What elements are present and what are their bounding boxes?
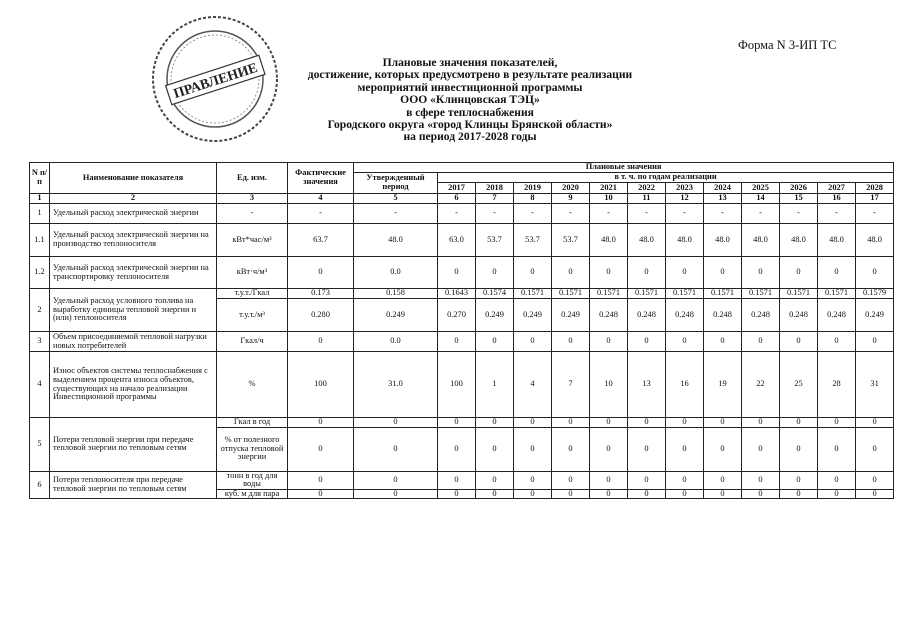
table-cell: 0.249 xyxy=(856,299,894,332)
table-cell: 0 xyxy=(780,257,818,289)
table-cell: 31.0 xyxy=(354,352,438,418)
table-cell: 0 xyxy=(590,418,628,428)
table-cell: 0 xyxy=(438,418,476,428)
table-cell: 0 xyxy=(742,257,780,289)
table-cell: 19 xyxy=(704,352,742,418)
column-index: 5 xyxy=(354,194,438,204)
table-cell: 0 xyxy=(666,257,704,289)
table-cell: 0 xyxy=(780,332,818,352)
title-line-2: достижение, которых предусмотрено в результате реализации xyxy=(307,68,633,82)
table-cell: 0 xyxy=(354,427,438,471)
document-title xyxy=(200,57,740,144)
table-cell: 0.1571 xyxy=(704,289,742,299)
header-year: 2017 xyxy=(438,183,476,194)
table-cell: 0 xyxy=(666,418,704,428)
table-cell: 0 xyxy=(742,471,780,489)
stamp-text: ПРАВЛЕНИЕ xyxy=(171,60,260,103)
table-cell: 0.249 xyxy=(552,299,590,332)
table-row xyxy=(30,204,894,224)
table-cell: 0.1571 xyxy=(818,289,856,299)
table-cell: 0 xyxy=(514,418,552,428)
header-year: 2024 xyxy=(704,183,742,194)
header-year: 2027 xyxy=(818,183,856,194)
header-year: 2025 xyxy=(742,183,780,194)
table-cell: 0 xyxy=(476,418,514,428)
table-cell: 0 xyxy=(514,257,552,289)
table-cell: 0 xyxy=(704,332,742,352)
table-cell: тонн в год для воды xyxy=(217,471,288,489)
table-cell: 0 xyxy=(476,427,514,471)
table-cell: - xyxy=(742,204,780,224)
table-row xyxy=(30,224,894,257)
column-index: 7 xyxy=(476,194,514,204)
table-cell: 0 xyxy=(628,418,666,428)
table-cell: - xyxy=(438,204,476,224)
column-index: 14 xyxy=(742,194,780,204)
header-name: Наименование показателя xyxy=(50,163,217,194)
table-cell: 0.0 xyxy=(354,332,438,352)
table-cell: 0 xyxy=(354,418,438,428)
column-index: 3 xyxy=(217,194,288,204)
table-cell: Потери теплоносителя при передаче тепловой энергии по тепловым сетям xyxy=(50,471,217,499)
table-cell: 0 xyxy=(704,471,742,489)
title-line-1: Плановые значения показателей, xyxy=(382,56,558,69)
table-cell: 16 xyxy=(666,352,704,418)
table-cell: 0.248 xyxy=(742,299,780,332)
table-cell: 0 xyxy=(288,332,354,352)
table-cell: кВт·ч/м³ xyxy=(217,257,288,289)
table-cell: 0.249 xyxy=(514,299,552,332)
table-cell: т.у.т./Гкал xyxy=(217,289,288,299)
table-cell: 48.0 xyxy=(590,224,628,257)
table-cell: 0 xyxy=(704,257,742,289)
table-cell: 48.0 xyxy=(628,224,666,257)
table-cell: 0 xyxy=(628,489,666,499)
table-cell: 6 xyxy=(30,471,50,499)
table-row xyxy=(30,289,894,299)
table-cell: 53.7 xyxy=(514,224,552,257)
table-cell: 22 xyxy=(742,352,780,418)
header-planned: Плановые значения xyxy=(354,163,894,173)
table-cell: 13 xyxy=(628,352,666,418)
table-cell: 100 xyxy=(288,352,354,418)
table-cell: 0 xyxy=(856,257,894,289)
table-cell: 0 xyxy=(590,332,628,352)
indicators-table xyxy=(29,162,894,499)
column-index: 10 xyxy=(590,194,628,204)
table-cell: 0 xyxy=(288,489,354,499)
header-year: 2019 xyxy=(514,183,552,194)
title-line-5: в сфере теплоснабжения xyxy=(406,105,534,119)
table-cell: Объем присоединяемой тепловой нагрузки новых потребителей xyxy=(50,332,217,352)
table-cell: 1.2 xyxy=(30,257,50,289)
table-cell: 0 xyxy=(514,427,552,471)
table-cell: 0 xyxy=(856,489,894,499)
table-row xyxy=(30,257,894,289)
table-cell: 0.1571 xyxy=(552,289,590,299)
table-cell: 0 xyxy=(666,332,704,352)
column-index: 13 xyxy=(704,194,742,204)
table-cell: 0.1579 xyxy=(856,289,894,299)
header-year: 2026 xyxy=(780,183,818,194)
table-cell: 25 xyxy=(780,352,818,418)
table-cell: - xyxy=(818,204,856,224)
table-cell: 0.1571 xyxy=(742,289,780,299)
table-cell: 4 xyxy=(30,352,50,418)
table-cell: Потери тепловой энергии при передаче тепловой энергии по тепловым сетям xyxy=(50,418,217,472)
table-cell: 0 xyxy=(704,418,742,428)
header-year: 2018 xyxy=(476,183,514,194)
header-num: N п/п xyxy=(30,163,50,194)
table-cell: Удельный расход условного топлива на выработку единицы тепловой энергии и (или) теплоносителя xyxy=(50,289,217,332)
table-cell: 0 xyxy=(666,427,704,471)
table-cell: - xyxy=(856,204,894,224)
table-cell: 0 xyxy=(856,332,894,352)
table-row xyxy=(30,352,894,418)
table-cell: 0 xyxy=(514,471,552,489)
table-cell: 63.7 xyxy=(288,224,354,257)
table-cell: - xyxy=(666,204,704,224)
table-cell: 0 xyxy=(666,489,704,499)
table-cell: Износ объектов системы теплоснабжения с выделением процента износа объектов, существующих на начало реализации Инвестиционной программы xyxy=(50,352,217,418)
header-year: 2022 xyxy=(628,183,666,194)
table-cell: 5 xyxy=(30,418,50,472)
table-cell: 0.1643 xyxy=(438,289,476,299)
header-approved: Утвержденный период xyxy=(354,173,438,194)
header-fact: Фактические значения xyxy=(288,163,354,194)
header-by-years: в т. ч. по годам реализации xyxy=(438,173,894,183)
table-cell: 0 xyxy=(590,427,628,471)
table-cell: 0 xyxy=(590,257,628,289)
table-cell: Удельный расход электрической энергии на транспортировку теплоносителя xyxy=(50,257,217,289)
table-cell: 48.0 xyxy=(780,224,818,257)
table-cell: 0 xyxy=(552,427,590,471)
table-cell: 63.0 xyxy=(438,224,476,257)
column-index: 15 xyxy=(780,194,818,204)
table-cell: 48.0 xyxy=(704,224,742,257)
table-cell: 0 xyxy=(628,427,666,471)
table-cell: 0 xyxy=(552,418,590,428)
table-cell: 0.249 xyxy=(354,299,438,332)
header-unit: Ед. изм. xyxy=(217,163,288,194)
column-index: 16 xyxy=(818,194,856,204)
table-cell: 0.248 xyxy=(780,299,818,332)
table-cell: 48.0 xyxy=(354,224,438,257)
table-cell: 0 xyxy=(628,471,666,489)
table-cell: 0 xyxy=(354,489,438,499)
table-cell: 100 xyxy=(438,352,476,418)
table-cell: 53.7 xyxy=(552,224,590,257)
table-cell: 0 xyxy=(514,489,552,499)
table-cell: 0.280 xyxy=(288,299,354,332)
table-row xyxy=(30,332,894,352)
table-cell: 31 xyxy=(856,352,894,418)
table-cell: 2 xyxy=(30,289,50,332)
table-cell: - xyxy=(354,204,438,224)
title-line-3: мероприятий инвестиционной программы xyxy=(357,80,583,94)
table-cell: кВт*час/м³ xyxy=(217,224,288,257)
table-cell: 0 xyxy=(742,489,780,499)
form-number-label: Форма N 3-ИП ТС xyxy=(738,38,837,52)
column-index: 6 xyxy=(438,194,476,204)
table-cell: 0.248 xyxy=(818,299,856,332)
table-cell: Гкал/ч xyxy=(217,332,288,352)
table-cell: 0 xyxy=(856,427,894,471)
table-row xyxy=(30,471,894,489)
table-cell: 1.1 xyxy=(30,224,50,257)
table-cell: 0 xyxy=(704,489,742,499)
table-row xyxy=(30,418,894,428)
table-cell: 0 xyxy=(476,332,514,352)
table-cell: 0 xyxy=(856,471,894,489)
table-cell: - xyxy=(704,204,742,224)
header-year: 2023 xyxy=(666,183,704,194)
table-cell: % xyxy=(217,352,288,418)
table-cell: 48.0 xyxy=(742,224,780,257)
table-cell: 0 xyxy=(818,471,856,489)
table-cell: 0.1574 xyxy=(476,289,514,299)
table-cell: 0 xyxy=(818,418,856,428)
table-cell: 0.173 xyxy=(288,289,354,299)
table-cell: 0 xyxy=(552,332,590,352)
table-cell: 0 xyxy=(856,418,894,428)
table-cell: - xyxy=(552,204,590,224)
table-cell: 0 xyxy=(288,257,354,289)
title-line-4: ООО «Клинцовская ТЭЦ» xyxy=(400,93,540,107)
table-cell: 0.248 xyxy=(628,299,666,332)
table-cell: 4 xyxy=(514,352,552,418)
table-cell: 0 xyxy=(438,427,476,471)
table-cell: 3 xyxy=(30,332,50,352)
table-cell: 0 xyxy=(628,257,666,289)
table-cell: 0 xyxy=(288,418,354,428)
table-cell: 0 xyxy=(628,332,666,352)
table-cell: - xyxy=(628,204,666,224)
table-cell: 0.0 xyxy=(354,257,438,289)
table-cell: 0.158 xyxy=(354,289,438,299)
table-cell: Удельный расход электрической энергии xyxy=(50,204,217,224)
header-year: 2020 xyxy=(552,183,590,194)
table-cell: 0 xyxy=(818,332,856,352)
column-index: 8 xyxy=(514,194,552,204)
table-cell: 0.1571 xyxy=(666,289,704,299)
title-line-6: Городского округа «город Клинцы Брянской области» xyxy=(327,118,613,132)
table-cell: - xyxy=(780,204,818,224)
table-cell: - xyxy=(217,204,288,224)
table-cell: 1 xyxy=(476,352,514,418)
header-year: 2021 xyxy=(590,183,628,194)
table-cell: 48.0 xyxy=(856,224,894,257)
table-cell: 0 xyxy=(742,418,780,428)
table-cell: 0 xyxy=(818,427,856,471)
table-cell: 0 xyxy=(818,257,856,289)
table-cell: 0.248 xyxy=(704,299,742,332)
table-cell: 0 xyxy=(704,427,742,471)
table-cell: 0 xyxy=(590,489,628,499)
table-cell: Удельный расход электрической энергии на производство теплоносителя xyxy=(50,224,217,257)
header-year: 2028 xyxy=(856,183,894,194)
table-cell: т.у.т./м³ xyxy=(217,299,288,332)
table-cell: - xyxy=(288,204,354,224)
table-cell: 0 xyxy=(666,471,704,489)
table-cell: 0 xyxy=(438,332,476,352)
table-cell: 0 xyxy=(780,489,818,499)
column-index: 12 xyxy=(666,194,704,204)
column-index: 4 xyxy=(288,194,354,204)
table-cell: 0 xyxy=(514,332,552,352)
table-cell: 0.1571 xyxy=(590,289,628,299)
table-cell: 0.1571 xyxy=(780,289,818,299)
table-cell: 0 xyxy=(354,471,438,489)
table-cell: 53.7 xyxy=(476,224,514,257)
table-cell: 0 xyxy=(742,427,780,471)
table-cell: 0.1571 xyxy=(514,289,552,299)
table-cell: - xyxy=(590,204,628,224)
table-cell: 0.1571 xyxy=(628,289,666,299)
table-cell: 0.270 xyxy=(438,299,476,332)
table-cell: - xyxy=(476,204,514,224)
table-cell: 0 xyxy=(780,471,818,489)
table-cell: 0 xyxy=(818,489,856,499)
table-cell: 0 xyxy=(552,489,590,499)
table-cell: 0 xyxy=(438,489,476,499)
table-cell: 7 xyxy=(552,352,590,418)
column-index: 1 xyxy=(30,194,50,204)
table-cell: 0 xyxy=(288,471,354,489)
table-cell: 0 xyxy=(476,489,514,499)
table-cell: 0 xyxy=(590,471,628,489)
title-line-7: на период 2017-2028 годы xyxy=(403,130,537,144)
table-cell: % от полезного отпуска тепловой энергии xyxy=(217,427,288,471)
table-cell: 10 xyxy=(590,352,628,418)
column-index: 17 xyxy=(856,194,894,204)
table-cell: 48.0 xyxy=(818,224,856,257)
table-cell: 0 xyxy=(780,427,818,471)
table-cell: 0 xyxy=(552,471,590,489)
table-cell: 0.248 xyxy=(666,299,704,332)
table-cell: 0 xyxy=(288,427,354,471)
table-cell: 0 xyxy=(476,257,514,289)
table-cell: 0 xyxy=(438,471,476,489)
column-index: 2 xyxy=(50,194,217,204)
column-index: 11 xyxy=(628,194,666,204)
table-cell: 0 xyxy=(742,332,780,352)
table-cell: куб. м для пара xyxy=(217,489,288,499)
table-cell: Гкал в год xyxy=(217,418,288,428)
table-cell: 0 xyxy=(552,257,590,289)
table-cell: 1 xyxy=(30,204,50,224)
table-cell: 0 xyxy=(476,471,514,489)
table-cell: 0.249 xyxy=(476,299,514,332)
table-cell: - xyxy=(514,204,552,224)
table-cell: 48.0 xyxy=(666,224,704,257)
table-cell: 28 xyxy=(818,352,856,418)
table-cell: 0 xyxy=(780,418,818,428)
table-cell: 0 xyxy=(438,257,476,289)
table-cell: 0.248 xyxy=(590,299,628,332)
column-index: 9 xyxy=(552,194,590,204)
